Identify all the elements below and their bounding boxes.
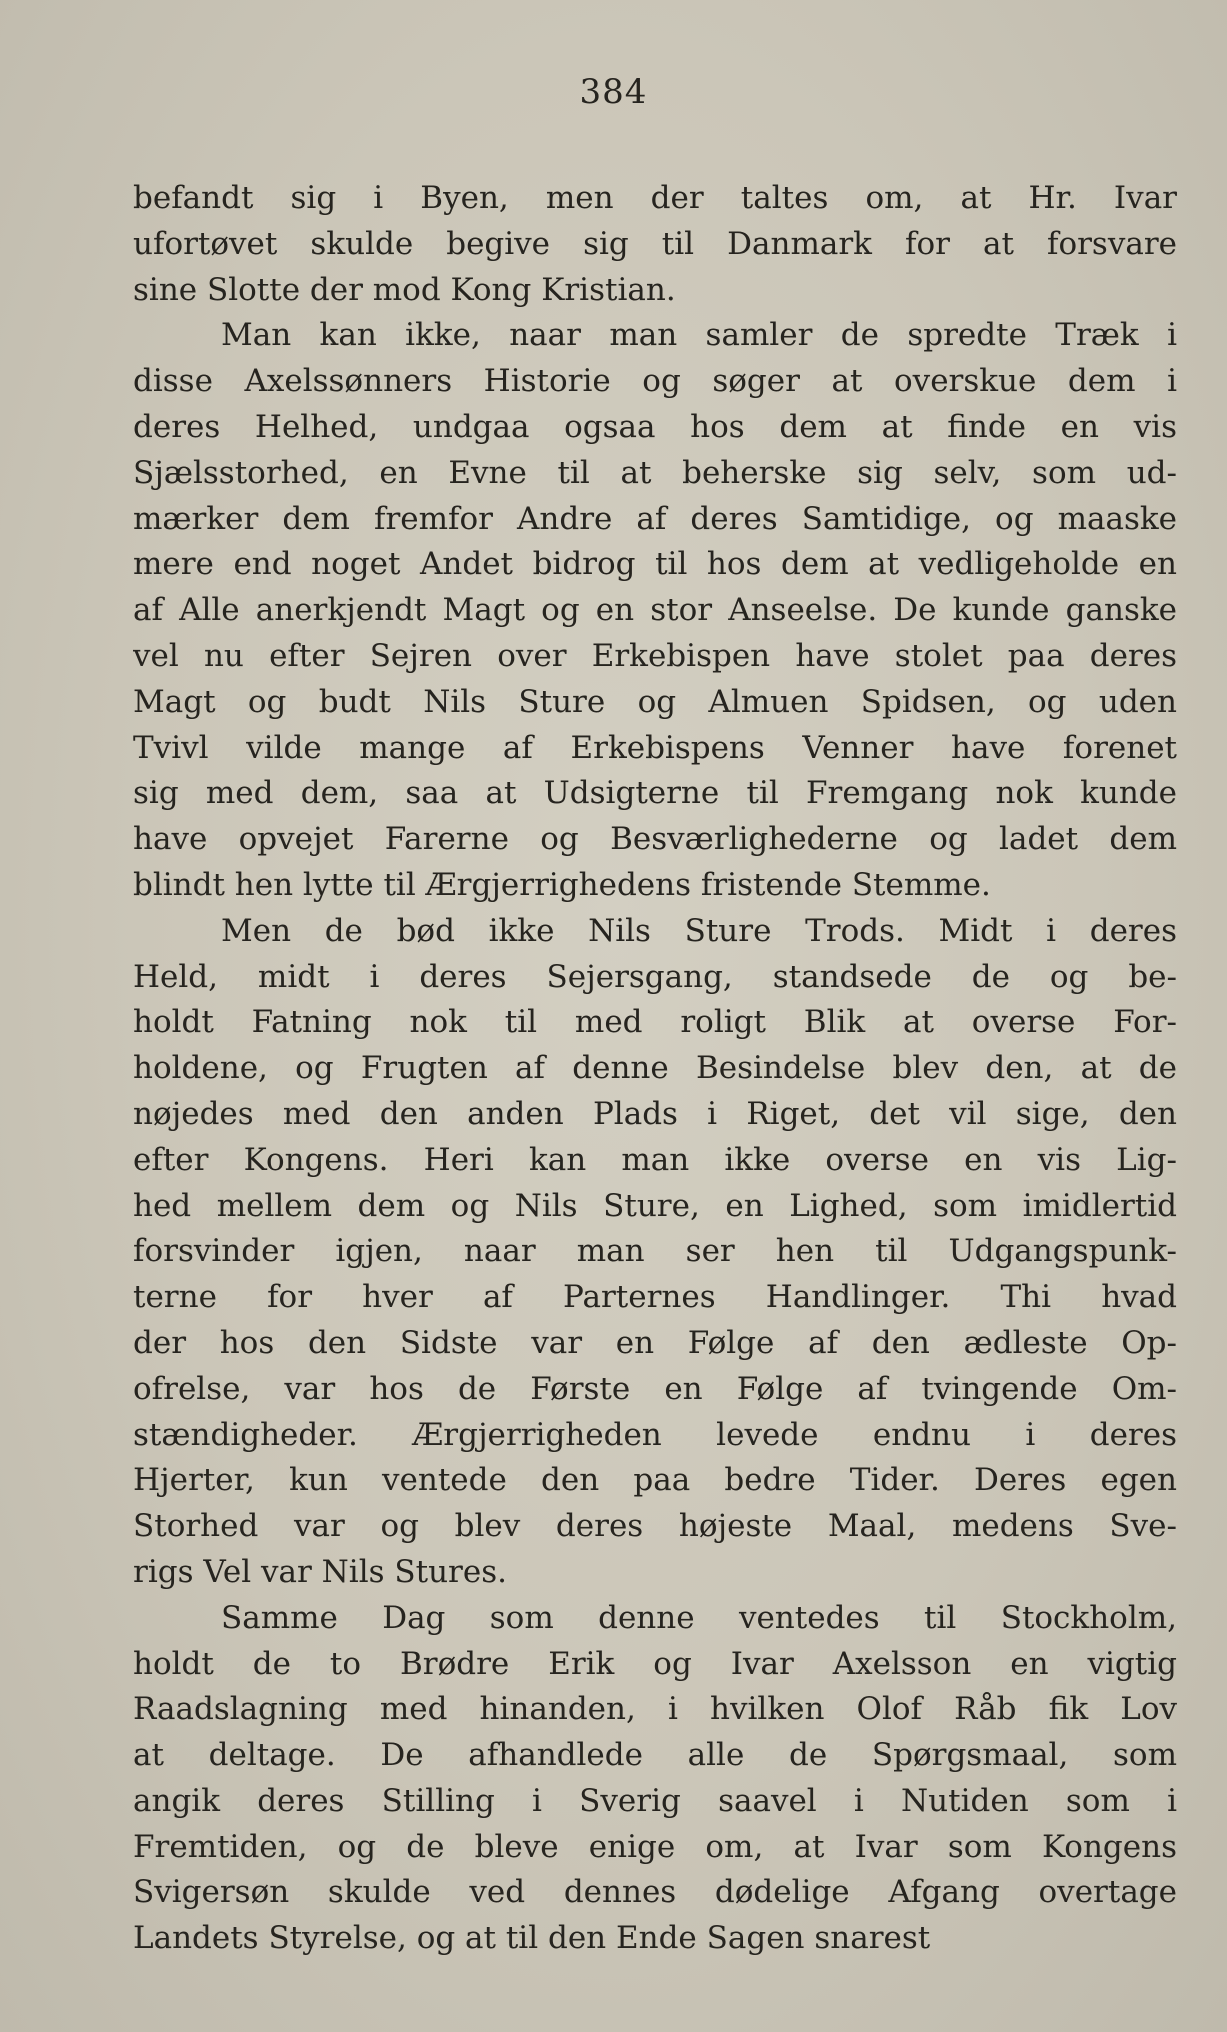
text-line: holdt de to Brødre Erik og Ivar Axelsson en vigtig <box>133 1645 1177 1682</box>
text-line: vel nu efter Sejren over Erkebispen have stolet paa deres <box>133 637 1177 674</box>
text-line: Sjælsstorhed, en Evne til at beherske sig selv, som ud- <box>133 454 1177 491</box>
text-line: Fremtiden, og de bleve enige om, at Ivar som Kongens <box>133 1828 1177 1865</box>
text-line: holdt Fatning nok til med roligt Blik at overse For- <box>133 1004 1177 1041</box>
text-line: rigs Vel var Nils Stures. <box>133 1553 507 1590</box>
text-line: Svigersøn skulde ved dennes dødelige Afgang overtage <box>133 1874 1177 1911</box>
text-line: sig med dem, saa at Udsigterne til Fremgang nok kunde <box>133 775 1177 812</box>
text-line: stændigheder. Ærgjerrigheden levede endnu i deres <box>133 1416 1177 1453</box>
text-line: forsvinder igjen, naar man ser hen til Udgangspunk- <box>133 1233 1177 1270</box>
text-line: Hjerter, kun ventede den paa bedre Tider. Deres egen <box>133 1462 1177 1499</box>
text-line: ofrelse, var hos de Første en Følge af tvingende Om- <box>133 1370 1177 1407</box>
page-number: 384 <box>579 72 648 112</box>
text-line: deres Helhed, undgaa ogsaa hos dem at finde en vis <box>133 408 1177 445</box>
text-line: efter Kongens. Heri kan man ikke overse en vis Lig- <box>133 1141 1177 1178</box>
text-line: hed mellem dem og Nils Sture, en Lighed, som imidlertid <box>133 1187 1177 1224</box>
text-line: sine Slotte der mod Kong Kristian. <box>133 271 676 308</box>
text-line: have opvejet Farerne og Besværlighederne og ladet dem <box>133 821 1177 858</box>
text-line: Men de bød ikke Nils Sture Trods. Midt i deres <box>221 912 1177 949</box>
text-line: mærker dem fremfor Andre af deres Samtidige, og maaske <box>133 500 1177 537</box>
text-line: nøjedes med den anden Plads i Riget, det vil sige, den <box>133 1095 1177 1132</box>
text-line: at deltage. De afhandlede alle de Spørgsmaal, som <box>133 1737 1177 1774</box>
text-line: ufortøvet skulde begive sig til Danmark for at forsvare <box>133 225 1177 262</box>
text-line: Raadslagning med hinanden, i hvilken Olof Råb fik Lov <box>133 1691 1177 1728</box>
text-line: terne for hver af Parternes Handlinger. Thi hvad <box>133 1279 1177 1316</box>
text-line: Man kan ikke, naar man samler de spredte Træk i <box>221 317 1177 354</box>
text-line: Storhed var og blev deres højeste Maal, medens Sve- <box>133 1508 1177 1545</box>
text-line: holdene, og Frugten af denne Besindelse blev den, at de <box>133 1050 1177 1087</box>
text-line: Held, midt i deres Sejersgang, standsede de og be- <box>133 958 1177 995</box>
text-line: mere end noget Andet bidrog til hos dem at vedligeholde en <box>133 546 1177 583</box>
text-line: angik deres Stilling i Sverig saavel i Nutiden som i <box>133 1782 1177 1819</box>
text-line: blindt hen lytte til Ærgjerrighedens fristende Stemme. <box>133 866 991 903</box>
text-line: befandt sig i Byen, men der taltes om, at Hr. Ivar <box>133 180 1177 216</box>
text-line: Samme Dag som denne ventedes til Stockholm, <box>221 1599 1177 1636</box>
text-line: Magt og budt Nils Sture og Almuen Spidsen, og uden <box>133 683 1177 720</box>
text-line: disse Axelssønners Historie og søger at overskue dem i <box>133 363 1177 400</box>
text-line: der hos den Sidste var en Følge af den ædleste Op- <box>133 1324 1177 1361</box>
text-line: Landets Styrelse, og at til den Ende Sagen snarest <box>133 1920 931 1957</box>
text-line: Tvivl vilde mange af Erkebispens Venner have forenet <box>133 729 1177 766</box>
text-line: af Alle anerkjendt Magt og en stor Anseelse. De kunde ganske <box>133 592 1177 629</box>
body-text <box>133 176 1177 1962</box>
